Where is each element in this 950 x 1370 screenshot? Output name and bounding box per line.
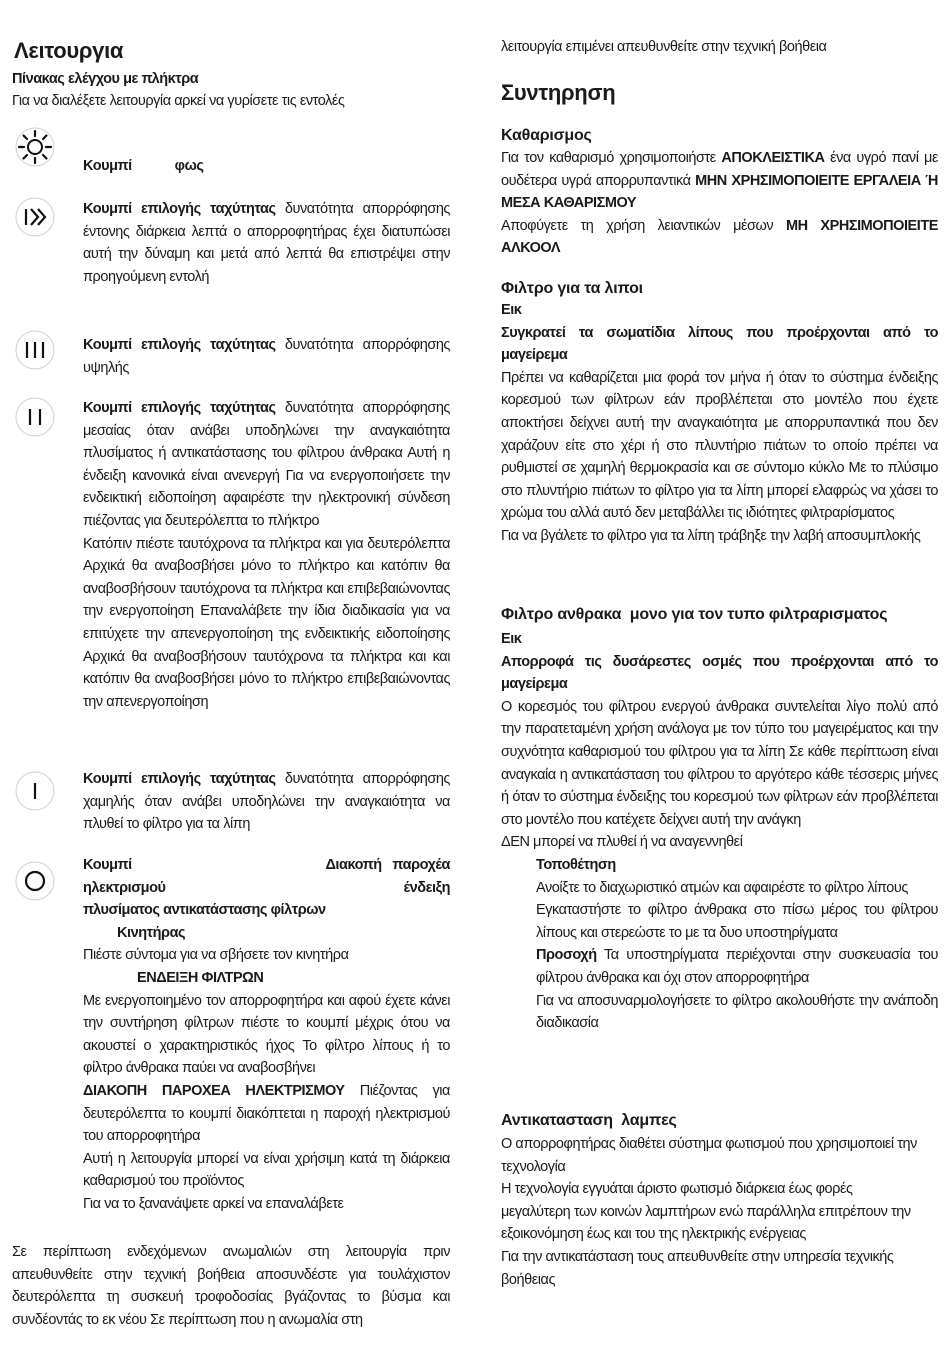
installation-caution-label: Προσοχή xyxy=(536,947,597,964)
carbon-filter-heading: Φιλτρο ανθρακα μονο για τον τυπο φιλτραρισματος xyxy=(501,606,888,623)
speed-low-icon xyxy=(14,770,56,812)
installation-caution-text: Τα υποστηρίγματα περιέχονται στην συσκευασία του φίλτρου άνθρακα και όχι στον απορροφητήρα xyxy=(536,947,938,986)
grease-filter-block xyxy=(501,299,938,548)
control-panel-heading: Πίνακας ελέγχου με πλήκτρα xyxy=(12,71,199,87)
continued-text: λειτουργία επιμένει απευθυνθείτε στην τεχνική βοήθεια xyxy=(501,39,827,55)
power-cut-text-2: Αυτή η λειτουργία μπορεί να είναι χρήσιμη κατά τη διάρκεια καθαρισμού του προϊόντος xyxy=(83,1150,450,1190)
power-filter-label: πλυσίματος αντικατάστασης φίλτρων xyxy=(83,902,326,919)
grease-filter-heading: Φιλτρο για τα λιποι xyxy=(501,280,643,297)
lamps-heading: Αντικατασταση λαμπες xyxy=(501,1112,677,1129)
cleaning-exclusively: ΑΠΟΚΛΕΙΣΤΙΚΑ xyxy=(721,150,825,166)
speed-low-block xyxy=(83,768,450,836)
cleaning-text-c: Αποφύγετε τη χρήση λειαντικών μέσων xyxy=(501,217,774,234)
lamps-text-3: Για την αντικατάσταση τους απευθυνθείτε στην υπηρεσία τεχνικής βοήθειας xyxy=(501,1248,894,1288)
lamps-block xyxy=(501,1133,938,1291)
malfunction-block xyxy=(12,1241,450,1331)
malfunction-text: Σε περίπτωση ενδεχόμενων ανωμαλιών στη λειτουργία πριν απευθυνθείτε στην τεχνική βοήθεια αποσυνδέστε για τουλάχιστον δευτερόλεπτα τη συσκευή τροφοδοσίας βγάζοντας το βύσμα και συνδέοντάς το εκ νέου Σε περίπτωση που η ανωμαλία στη xyxy=(12,1244,450,1328)
control-panel-intro: Για να διαλέξετε λειτουργία αρκεί να γυρίσετε τις εντολές xyxy=(12,93,345,109)
carbon-filter-block xyxy=(501,628,938,1035)
filter-indication-heading: ΕΝΔΕΙΞΗ ΦΙΛΤΡΩΝ xyxy=(137,969,264,986)
filter-indication-text: Με ενεργοποιημένο τον απορροφητήρα και αφού έχετε κάνει την συντήρηση φίλτρων πιέστε το κουμπί μέχρις ότου να ακουστεί ο χαρακτηριστικός ήχος Το φίλτρο λίπους ή το φίλτρο άνθρακα παύει να αναβοσβήνει xyxy=(83,992,450,1077)
installation-section xyxy=(501,854,938,1035)
carbon-filter-subtitle: Απορροφά τις δυσάρεστες οσμές που προέρχονται από το μαγείρεμα xyxy=(501,653,938,693)
speed-medium-text: δυνατότητα απορρόφησης μεσαίας όταν ανάβει υποδηλώνει την αναγκαιότητα πλυσίματος ή αντικατάστασης του φίλτρου άνθρακα Αυτή η ένδειξη κανονικά είναι ανενεργή Για να ενεργοποιήσετε την ενδεικτική ειδοποίηση αφαιρέστε την ηλεκτρονική σύνδεση πιέζοντας για δευτερόλεπτα το πλήκτρο xyxy=(83,400,450,529)
carbon-filter-text-2: ΔΕΝ μπορεί να πλυθεί ή να αναγεννηθεί xyxy=(501,834,743,851)
installation-step-4: Για να αποσυναρμολογήσετε το φίλτρο ακολουθήστε την ανάποδη διαδικασία xyxy=(536,992,938,1032)
speed-medium-icon xyxy=(14,396,56,438)
motor-heading: Κινητήρας xyxy=(117,924,186,941)
carbon-filter-fig: Εικ xyxy=(501,631,522,647)
power-icon xyxy=(14,860,56,902)
power-cut-heading: ΔΙΑΚΟΠΗ ΠΑΡΟΧΕΑ ΗΛΕΚΤΡΙΣΜΟΥ xyxy=(83,1082,345,1099)
speed-intense-label: Κουμπί επιλογής ταχύτητας xyxy=(83,201,276,217)
speed-medium-label: Κουμπί επιλογής ταχύτητας xyxy=(83,400,276,416)
cleaning-heading: Καθαρισμος xyxy=(501,127,592,144)
light-button-label: Κουμπί φως xyxy=(83,158,204,174)
installation-step-2: Εγκαταστήστε το φίλτρο άνθρακα στο πίσω μέρος του φίλτρου λίπους και στερεώστε το με τα δυο υποστηρίγματα xyxy=(536,902,938,941)
light-icon xyxy=(14,126,56,168)
motor-text: Πιέστε σύντομα για να σβήσετε τον κινητήρα xyxy=(83,947,349,964)
grease-filter-fig: Εικ xyxy=(501,302,522,318)
grease-filter-text-2: Για να βγάλετε το φίλτρο για τα λίπη τράβηξε την λαβή αποσυμπλοκής xyxy=(501,527,921,544)
speed-intense-icon xyxy=(14,196,56,238)
cleaning-text-b: ένα υγρό πανί με ουδέτερα υγρά απορρυπαντικά xyxy=(501,150,938,189)
cleaning-block xyxy=(501,147,938,260)
grease-filter-subtitle: Συγκρατεί τα σωματίδια λίπους που προέρχονται από το μαγείρεμα xyxy=(501,324,938,364)
power-indication-label: ένδειξη xyxy=(403,879,450,896)
speed-high-text: δυνατότητα απορρόφησης υψηλής xyxy=(83,337,450,376)
power-label: Κουμπί xyxy=(83,857,132,873)
speed-medium-block xyxy=(83,397,450,713)
lamps-text-1: Ο απορροφητήρας διαθέτει σύστημα φωτισμού που χρησιμοποιεί την τεχνολογία xyxy=(501,1136,917,1175)
section-title-operation: Λειτουργια xyxy=(14,38,124,63)
speed-high-label: Κουμπί επιλογής ταχύτητας xyxy=(83,337,276,353)
cleaning-warning: ΜΗΝ ΧΡΗΣΙΜΟΠΟΙΕΙΤΕ ΕΡΓΑΛΕΙΑ Ή ΜΕΣΑ ΚΑΘΑΡΙΣΜΟΥ xyxy=(501,172,938,212)
lamps-text-2: Η τεχνολογία εγγυάται άριστο φωτισμό διάρκεια έως φορές μεγαλύτερη των κοινών λαμπτήρων ενώ παράλληλα επιτρέπουν την εξοικονόμηση έως και του της ηλεκτρικής ενέργειας xyxy=(501,1181,911,1243)
carbon-filter-text: Ο κορεσμός του φίλτρου ενεργού άνθρακα συντελείται λίγο πολύ από την παρατεταμένη χρήση ανάλογα με τον τύπο του μαγειρέματος και την συχνότητα καθαρισμού του φίλτρου για τα λίπη Σε κάθε περίπτωση είναι αναγκαία η αντικατάσταση του φίλτρου το αργότερο κάθε τέσσερις μήνες ή όταν το σύστημα ένδειξης του κορεσμού των φίλτρων εάν προβλέπεται στο μοντέλο που κατέχετε δείχνει αυτή την ανάγκη xyxy=(501,698,938,828)
speed-high-icon xyxy=(14,329,56,371)
installation-step-1: Ανοίξτε το διαχωριστικό ατμών και αφαιρέστε το φίλτρο λίπους xyxy=(536,879,908,896)
power-block xyxy=(83,854,450,1216)
cleaning-alcohol-warning: ΜΗ ΧΡΗΣΙΜΟΠΟΙΕΙΤΕ ΑΛΚΟΟΛ xyxy=(501,217,938,257)
speed-intense-block xyxy=(83,198,450,288)
speed-high-block xyxy=(83,334,450,379)
speed-low-label: Κουμπί επιλογής ταχύτητας xyxy=(83,771,276,787)
section-title-maintenance: Συντηρηση xyxy=(501,80,616,105)
power-cut-text-3: Για να το ξανανάψετε αρκεί να επαναλάβετε xyxy=(83,1195,344,1212)
grease-filter-text: Πρέπει να καθαρίζεται μια φορά τον μήνα ή όταν το σύστημα ένδειξης κορεσμού των φίλτρων εάν προβλέπεται στο μοντέλο που έχετε αποκτήσει δείχνει αυτή την αναγκαιότητα με απορρυπαντικά που δεν χαράζουν είτε στο χέρι ή στο πλυντήριο πιάτων το οποίο πρέπει να ρυθμιστεί σε χαμηλή θερμοκρασία και σε σύντομο κύκλο Με το πλύσιμο στο πλυντήριο πιάτων το φίλτρο για τα λίπη μπορεί ελαφρώς να χάσει το χρώμα του αλλά αυτό δεν μεταβάλλει τις ιδιότητες φιλτραρίσματος xyxy=(501,369,938,522)
speed-low-text: δυνατότητα απορρόφησης χαμηλής όταν ανάβει υποδηλώνει την αναγκαιότητα να πλυθεί το φίλτρο για τα λίπη xyxy=(83,771,450,833)
speed-intense-text: δυνατότητα απορρόφησης έντονης διάρκεια λεπτά ο απορροφητήρας έχει διατυπώσει αυτή την δύναμη και μετά από λεπτά θα επιστρέψει στην προηγούμενη εντολή xyxy=(83,201,450,285)
power-cut-label: Διακοπή παροχέα xyxy=(325,857,450,873)
power-cut-text: Πιέζοντας για δευτερόλεπτα το κουμπί διακόπτεται η παροχή ηλεκτρισμού του απορροφητήρα xyxy=(83,1082,450,1145)
installation-heading: Τοποθέτηση xyxy=(536,856,616,873)
cleaning-text-a: Για τον καθαρισμό χρησιμοποιήστε xyxy=(501,150,716,166)
power-electricity-label: ηλεκτρισμού xyxy=(83,879,166,896)
speed-medium-text-2: Κατόπιν πιέστε ταυτόχρονα τα πλήκτρα και για δευτερόλεπτα Αρχικά θα αναβοσβήσει μόνο το πλήκτρο και κατόπιν θα αναβοσβήσουν ταυτόχρονα τα πλήκτρα και επιβεβαιώνοντας την ενεργοποίηση Επαναλάβετε την ίδια διαδικασία για να επιτύχετε την απενεργοποίηση της ενδεικτικής ειδοποίησης Αρχικά θα αναβοσβήσουν ταυτόχρονα τα πλήκτρα και και κατόπιν θα αναβοσβήσει μόνο το πλήκτρο επιβεβαιώνοντας την απενεργοποίηση xyxy=(83,535,450,710)
